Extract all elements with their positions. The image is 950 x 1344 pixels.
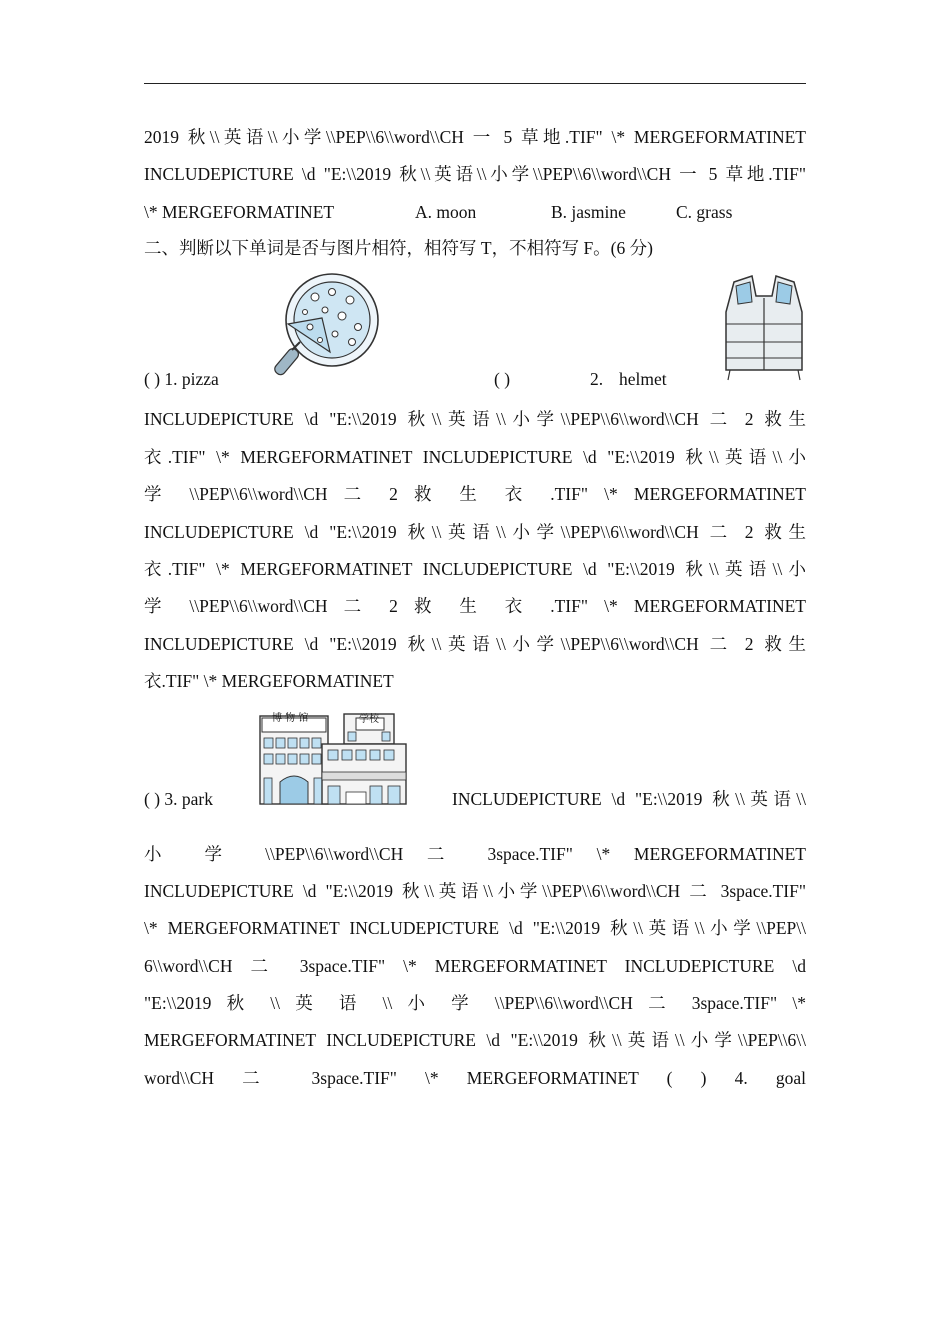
- text-line: \* MERGEFORMATINET INCLUDEPICTURE \d "E:\\2019 秋\\英语\\小学\\PEP\\: [144, 918, 806, 938]
- text-line: INCLUDEPICTURE \d "E:\\2019 秋\\英语\\小学\\PEP\\6\\word\\CH 一 5 草地.TIF": [144, 164, 806, 184]
- text-line: 衣.TIF" \* MERGEFORMATINET: [144, 671, 394, 691]
- pizza-icon: [270, 272, 390, 387]
- text-line: 衣.TIF" \* MERGEFORMATINET INCLUDEPICTURE \d "E:\\2019 秋\\英语\\小: [144, 559, 806, 579]
- text-line: 学 \\PEP\\6\\word\\CH 二 2 救 生 衣 .TIF" \* MERGEFORMATINET: [144, 484, 806, 504]
- text-line: \* MERGEFORMATINET: [144, 202, 335, 222]
- question-2-word: helmet: [619, 369, 667, 389]
- text-line: 6\\word\\CH 二 3space.TIF" \* MERGEFORMATINET INCLUDEPICTURE \d: [144, 956, 806, 976]
- buildings-icon: [258, 712, 408, 806]
- question-2-number: 2.: [590, 369, 604, 389]
- text-line: "E:\\2019 秋 \\ 英 语 \\ 小 学 \\PEP\\6\\word\\CH 二 3space.TIF" \*: [144, 993, 806, 1013]
- question-3: ( ) 3. park: [144, 789, 214, 809]
- option-a: A. moon: [415, 202, 477, 222]
- question-2-paren: ( ): [494, 369, 511, 389]
- museum-sign: 博 物 馆: [272, 713, 309, 724]
- text-line: INCLUDEPICTURE \d "E:\\2019 秋\\英语\\小学\\PEP\\6\\word\\CH 二 3space.TIF": [144, 881, 806, 901]
- text-line: 2019 秋\\英语\\小学\\PEP\\6\\word\\CH 一 5 草地.TIF" \* MERGEFORMATINET: [144, 127, 806, 147]
- school-sign: 学校: [359, 714, 379, 725]
- text-line: 学 \\PEP\\6\\word\\CH 二 2 救 生 衣 .TIF" \* MERGEFORMATINET: [144, 596, 806, 616]
- life-vest-icon: [722, 272, 806, 384]
- text-line: INCLUDEPICTURE \d "E:\\2019 秋\\英语\\小学\\PEP\\6\\word\\CH 二 2 救生: [144, 634, 806, 654]
- question-4-line: word\\CH 二 3space.TIF" \* MERGEFORMATINET ( ) 4. goal: [144, 1068, 806, 1088]
- option-b: B. jasmine: [551, 202, 626, 222]
- section-title: 二、判断以下单词是否与图片相符，相符写 T，不相符写 F。(6 分): [144, 238, 653, 258]
- header-rule: [144, 83, 806, 84]
- text-line: INCLUDEPICTURE \d "E:\\2019 秋\\英语\\: [452, 789, 806, 809]
- option-c: C. grass: [676, 202, 733, 222]
- text-line: 小 学 \\PEP\\6\\word\\CH 二 3space.TIF" \* MERGEFORMATINET: [144, 844, 806, 864]
- question-1: ( ) 1. pizza: [144, 369, 219, 389]
- text-line: 衣.TIF" \* MERGEFORMATINET INCLUDEPICTURE \d "E:\\2019 秋\\英语\\小: [144, 447, 806, 467]
- text-line: MERGEFORMATINET INCLUDEPICTURE \d "E:\\2019 秋\\英语\\小学\\PEP\\6\\: [144, 1030, 806, 1050]
- text-line: INCLUDEPICTURE \d "E:\\2019 秋\\英语\\小学\\PEP\\6\\word\\CH 二 2 救生: [144, 409, 806, 429]
- text-line: INCLUDEPICTURE \d "E:\\2019 秋\\英语\\小学\\PEP\\6\\word\\CH 二 2 救生: [144, 522, 806, 542]
